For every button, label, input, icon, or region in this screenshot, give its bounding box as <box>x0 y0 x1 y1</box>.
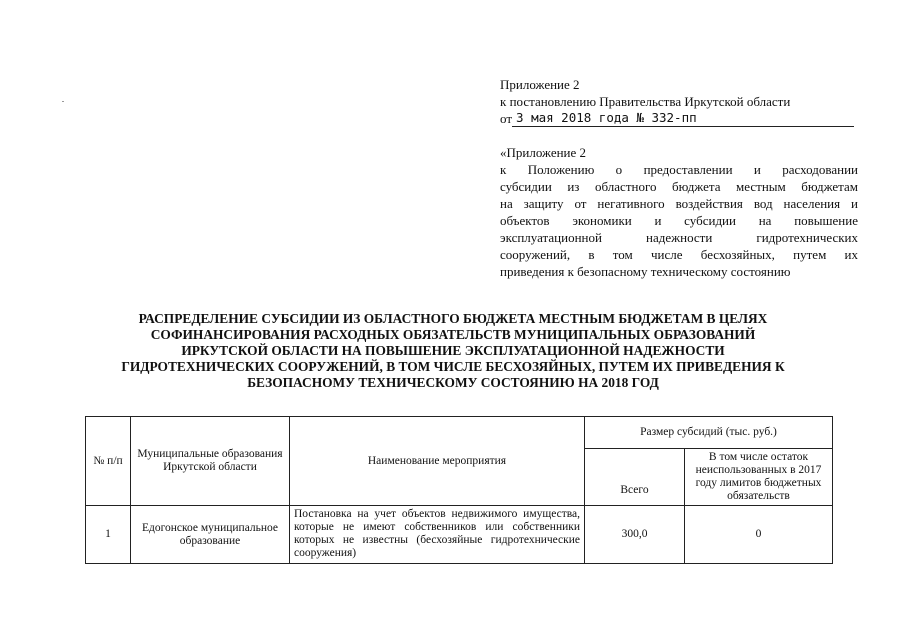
header-subsidy-size: Размер субсидий (тыс. руб.) <box>585 417 833 449</box>
appendix-number: Приложение 2 <box>500 77 580 92</box>
resolution-date-line <box>500 110 860 127</box>
date-prefix: от <box>500 111 513 126</box>
document-title <box>92 311 814 391</box>
regulation-text-line: эксплуатационной надежности гидротехнических <box>500 230 858 245</box>
regulation-text-line: к Положению о предоставлении и расходовании <box>500 162 858 177</box>
appendix-header <box>500 76 860 127</box>
row-municipality: Едогонское муниципальное образование <box>131 506 290 564</box>
regulation-text-line: сооружений, в том числе бесхозяйных, путем их <box>500 247 858 262</box>
header-municipality: Муниципальные образования Иркутской области <box>131 417 290 506</box>
title-line: СОФИНАНСИРОВАНИЯ РАСХОДНЫХ ОБЯЗАТЕЛЬСТВ МУНИЦИПАЛЬНЫХ ОБРАЗОВАНИЙ <box>150 327 756 342</box>
regulation-text-line: на защиту от негативного воздействия вод населения и <box>500 196 858 211</box>
header-remainder: В том числе остаток неиспользованных в 2017 году лимитов бюджетных обязательств <box>685 449 833 506</box>
title-line: ИРКУТСКОЙ ОБЛАСТИ НА ПОВЫШЕНИЕ ЭКСПЛУАТАЦИОННОЙ НАДЕЖНОСТИ <box>181 343 725 358</box>
resolution-date: 3 мая 2018 года № 332-пп <box>512 110 854 127</box>
table-row <box>86 506 833 564</box>
regulation-text-line: приведения к безопасному техническому состоянию <box>500 264 791 279</box>
resolution-reference: к постановлению Правительства Иркутской области <box>500 94 791 109</box>
title-line: РАСПРЕДЕЛЕНИЕ СУБСИДИИ ИЗ ОБЛАСТНОГО БЮДЖЕТА МЕСТНЫМ БЮДЖЕТАМ В ЦЕЛЯХ <box>138 311 768 326</box>
title-line: БЕЗОПАСНОМУ ТЕХНИЧЕСКОМУ СОСТОЯНИЮ НА 2018 ГОД <box>247 375 659 390</box>
regulation-appendix-number: «Приложение 2 <box>500 145 587 160</box>
header-num: № п/п <box>86 417 131 506</box>
header-measure: Наименование мероприятия <box>290 417 585 506</box>
row-remainder: 0 <box>685 506 833 564</box>
regulation-reference <box>500 144 858 280</box>
row-total: 300,0 <box>585 506 685 564</box>
row-num: 1 <box>86 506 131 564</box>
regulation-text-line: объектов экономики и субсидии на повышение <box>500 213 858 228</box>
title-line: ГИДРОТЕХНИЧЕСКИХ СООРУЖЕНИЙ, В ТОМ ЧИСЛЕ БЕСХОЗЯЙНЫХ, ПУТЕМ ИХ ПРИВЕДЕНИЯ К <box>121 359 785 374</box>
table-header-row <box>86 417 833 449</box>
header-total: Всего <box>585 449 685 506</box>
subsidy-table <box>85 416 833 564</box>
row-measure: Постановка на учет объектов недвижимого имущества, которые не имеют собственников или собственники которых не известны (бесхозяйные гидротехнические сооружения) <box>290 506 585 564</box>
scan-speck <box>62 101 64 102</box>
regulation-text-line: субсидии из областного бюджета местным бюджетам <box>500 179 858 194</box>
